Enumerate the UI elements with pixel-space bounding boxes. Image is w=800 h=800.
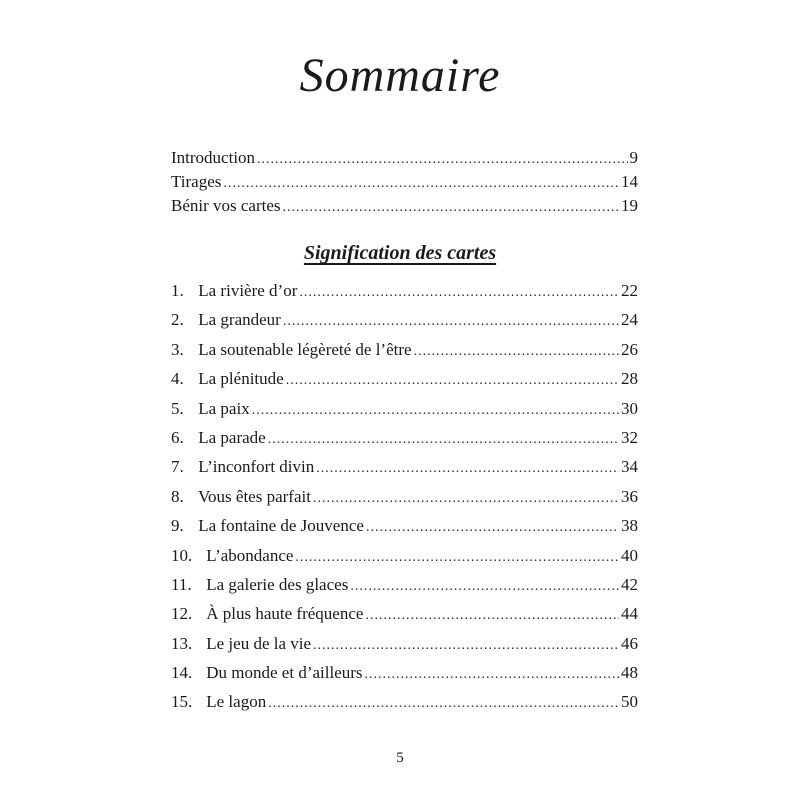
- dot-leader: [268, 689, 619, 718]
- card-title: Le jeu de la vie: [206, 633, 312, 653]
- dot-leader: [313, 631, 619, 660]
- toc-row-card: [171, 658, 638, 687]
- toc-entry-label: Introduction: [171, 148, 256, 167]
- card-number: 4.: [171, 369, 184, 389]
- toc-entry: [171, 305, 281, 334]
- toc-entry: [171, 511, 364, 540]
- toc-row-card: [171, 511, 638, 540]
- card-number: 9.: [171, 516, 184, 536]
- toc-row-card: [171, 364, 638, 393]
- toc-page-number: 36: [621, 486, 638, 506]
- toc-page-number: 34: [621, 457, 638, 477]
- toc-page-number: 14: [621, 172, 638, 191]
- card-number: 1.: [171, 281, 184, 300]
- toc-page-number: 28: [621, 369, 638, 389]
- dot-leader: [268, 425, 619, 454]
- dot-leader: [313, 484, 619, 513]
- dot-leader: [414, 337, 619, 366]
- toc-cards: [171, 276, 638, 717]
- toc-row-card: [171, 482, 638, 511]
- toc-row-card: [171, 599, 638, 628]
- card-title: La paix: [198, 398, 250, 418]
- toc-row-card: [171, 305, 638, 334]
- toc-row-card: [171, 423, 638, 452]
- dot-leader: [365, 601, 619, 630]
- toc-page-number: 38: [621, 516, 638, 536]
- card-number: 8.: [171, 486, 184, 506]
- dot-leader: [283, 196, 619, 220]
- toc-entry: [171, 276, 297, 305]
- card-title: La soutenable légèreté de l’être: [198, 339, 412, 359]
- toc-entry: [171, 687, 266, 716]
- toc-entry-label: Tirages: [171, 172, 222, 191]
- section-title: [0, 238, 800, 268]
- dot-leader: [283, 307, 619, 336]
- toc-entry: [171, 629, 311, 658]
- card-title: La rivière d’or: [198, 281, 298, 300]
- page-number: 5: [396, 750, 404, 766]
- card-number: 5.: [171, 398, 184, 418]
- dot-leader: [366, 513, 619, 542]
- card-number: 11.: [171, 574, 192, 594]
- card-title: La grandeur: [198, 310, 281, 330]
- toc-page-number: 44: [621, 604, 638, 624]
- toc-entry: [171, 452, 314, 481]
- toc-row-benir: [171, 194, 638, 218]
- card-title: La plénitude: [198, 369, 284, 389]
- toc-row-card: [171, 335, 638, 364]
- card-title: La galerie des glaces: [206, 574, 349, 594]
- dot-leader: [223, 172, 619, 196]
- toc-page-number: 40: [621, 545, 638, 565]
- card-number: 12.: [171, 604, 193, 624]
- toc-row-card: [171, 687, 638, 716]
- toc-entry: [171, 482, 311, 511]
- card-title: À plus haute fréquence: [206, 604, 364, 624]
- toc-page-number: 46: [621, 633, 638, 653]
- dot-leader: [257, 148, 627, 172]
- dot-leader: [350, 572, 619, 601]
- toc-page-number: 9: [629, 148, 638, 167]
- toc-row-card: [171, 276, 638, 305]
- dot-leader: [316, 454, 619, 483]
- card-number: 14.: [171, 663, 193, 683]
- card-number: 10.: [171, 545, 193, 565]
- toc-page-number: 22: [621, 281, 638, 300]
- toc-entry: [171, 423, 266, 452]
- card-number: 2.: [171, 310, 184, 330]
- card-number: 3.: [171, 339, 184, 359]
- dot-leader: [295, 543, 619, 572]
- card-number: 13.: [171, 633, 193, 653]
- card-title: L’abondance: [206, 545, 294, 565]
- toc-row-card: [171, 570, 638, 599]
- toc-page-number: 24: [621, 310, 638, 330]
- card-title: La fontaine de Jouvence: [198, 516, 364, 536]
- card-title: Vous êtes parfait: [197, 486, 311, 506]
- toc-entry: [171, 364, 284, 393]
- dot-leader: [252, 396, 619, 425]
- toc-entry: [171, 570, 348, 599]
- toc-entry: [171, 335, 412, 364]
- toc-row-card: [171, 629, 638, 658]
- dot-leader: [299, 278, 619, 307]
- card-title: Le lagon: [206, 692, 267, 712]
- dot-leader: [286, 366, 619, 395]
- toc-entry: [171, 599, 363, 628]
- page-title: Sommaire: [299, 49, 501, 102]
- section-title-text: Signification des cartes: [303, 242, 497, 264]
- toc-page-number: 48: [621, 663, 638, 683]
- dot-leader: [365, 660, 619, 689]
- toc-page-number: 42: [621, 574, 638, 594]
- card-number: 6.: [171, 427, 184, 447]
- toc-row-card: [171, 394, 638, 423]
- card-title: L’inconfort divin: [198, 457, 315, 477]
- toc-page-number: 50: [621, 692, 638, 712]
- toc-page-number: 26: [621, 339, 638, 359]
- toc-entry: [171, 541, 293, 570]
- toc-row-card: [171, 452, 638, 481]
- toc-entry: [171, 394, 250, 423]
- card-number: 7.: [171, 457, 184, 477]
- toc-entry-label: Bénir vos cartes: [171, 196, 281, 215]
- toc-page-number: 32: [621, 427, 638, 447]
- toc-page-number: 19: [621, 196, 638, 215]
- toc-entry: [171, 658, 363, 687]
- toc-row-card: [171, 541, 638, 570]
- card-title: La parade: [198, 427, 266, 447]
- toc-row-introduction: [171, 146, 638, 170]
- toc-row-tirages: [171, 170, 638, 194]
- card-number: 15.: [171, 692, 193, 712]
- card-title: Du monde et d’ailleurs: [206, 663, 363, 683]
- toc-page-number: 30: [621, 398, 638, 418]
- toc-front-matter: [171, 146, 638, 218]
